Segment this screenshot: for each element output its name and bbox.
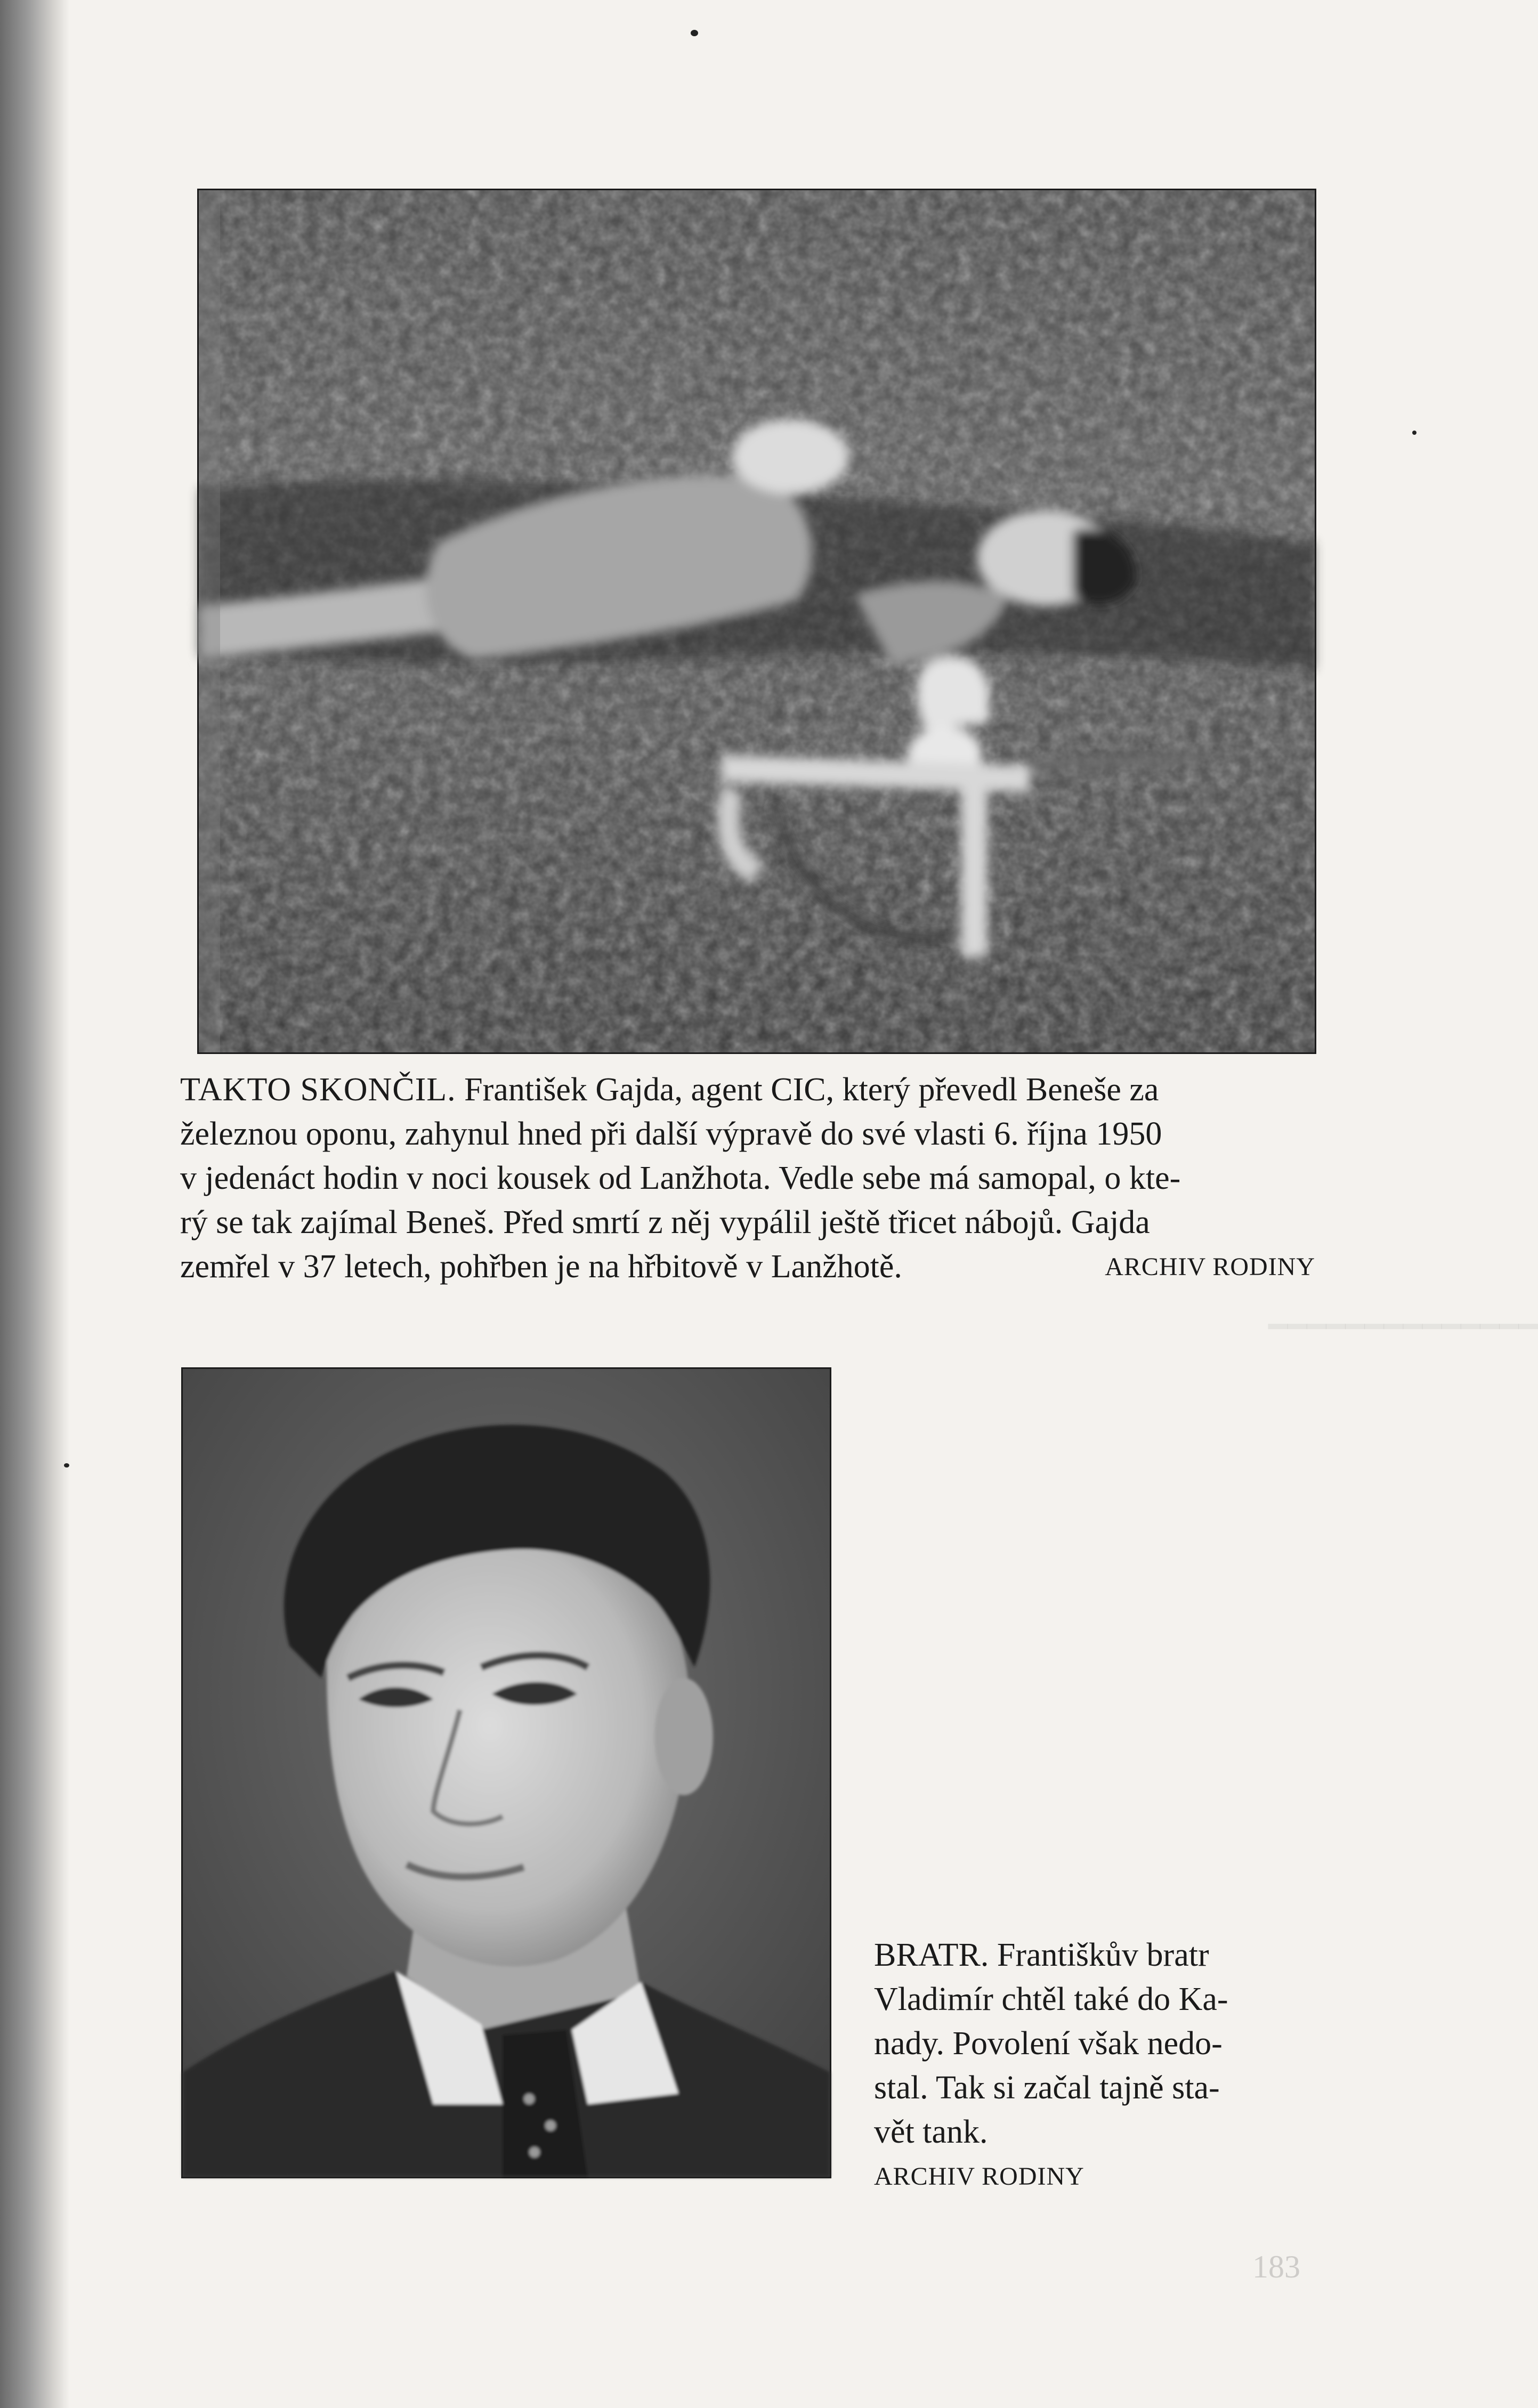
- photo-credit: ARCHIV RODINY: [874, 2162, 1084, 2191]
- scan-speck: [1412, 431, 1416, 435]
- caption-line: [180, 1245, 1315, 1289]
- page-number: 183: [1252, 2249, 1300, 2284]
- caption-line: Vladimír chtěl také do Ka-: [874, 1981, 1228, 2017]
- photo-gajda-caption: [180, 1068, 1315, 1289]
- caption-text: zemřel v 37 letech, pohřben je na hřbitově v Lanžhotě.: [180, 1248, 902, 1285]
- book-gutter-shadow: [0, 0, 69, 2408]
- scan-speck: [691, 30, 698, 36]
- caption-text: František Gajda, agent CIC, který převedl Beneše za: [464, 1072, 1159, 1108]
- caption-line: v jedenáct hodin v noci kousek od Lanžhota. Vedle sebe má samopal, o kte-: [180, 1160, 1181, 1196]
- photo-vladimir-caption: [874, 1933, 1327, 2199]
- caption-line: BRATR. Františkův bratr: [874, 1937, 1209, 1973]
- caption-lead: TAKTO SKONČIL.: [180, 1072, 456, 1108]
- show-through-text: ━━━━━━━━━━━━━━: [1268, 1309, 1538, 1344]
- photo-gajda-body: [197, 189, 1316, 1054]
- photo-credit: ARCHIV RODINY: [1105, 1253, 1315, 1281]
- caption-line: nady. Povolení však nedo-: [874, 2025, 1223, 2062]
- caption-line: železnou oponu, zahynul hned při další výpravě do své vlasti 6. října 1950: [180, 1116, 1162, 1152]
- caption-line: stal. Tak si začal tajně sta-: [874, 2070, 1220, 2106]
- photo-vladimir-portrait: [181, 1367, 831, 2178]
- caption-line: rý se tak zajímal Beneš. Před smrtí z něj vypálil ještě třicet nábojů. Gajda: [180, 1204, 1150, 1241]
- caption-line: [180, 1068, 1315, 1112]
- caption-line: vět tank.: [874, 2114, 988, 2150]
- scan-speck: [64, 1463, 69, 1467]
